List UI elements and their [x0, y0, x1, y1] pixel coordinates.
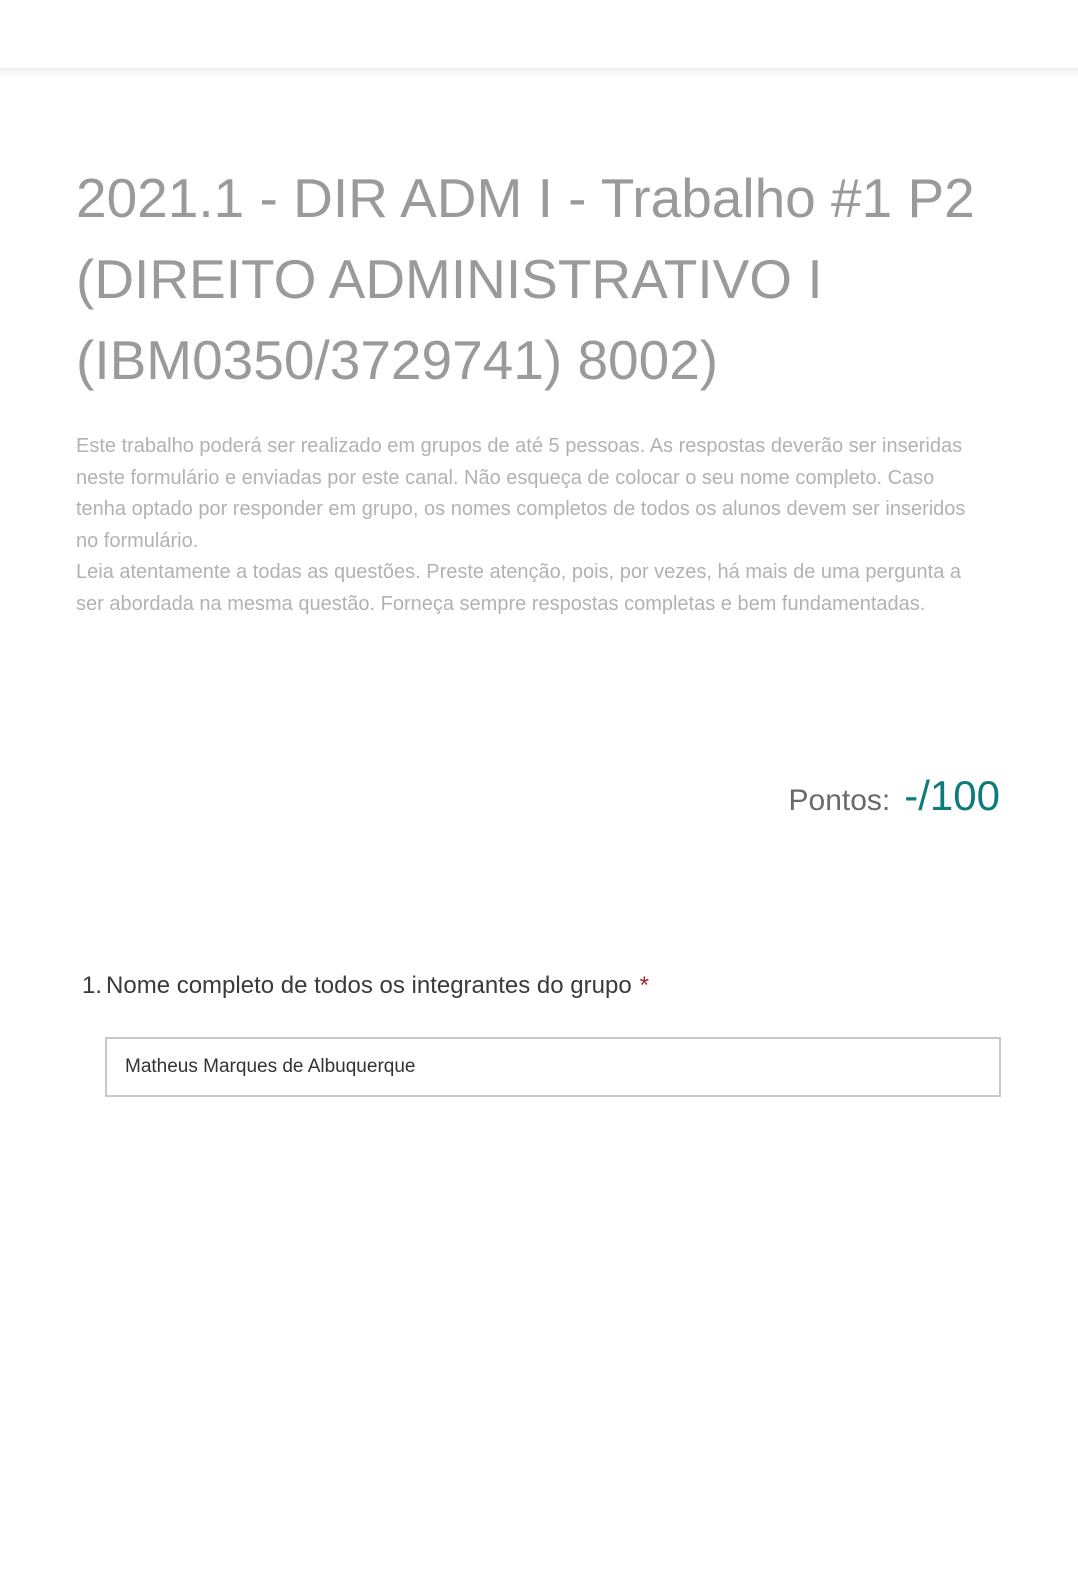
form-description — [76, 431, 981, 620]
points-value: -/100 — [904, 772, 1000, 819]
question-number: 1. — [82, 972, 103, 999]
points-display — [789, 772, 1000, 820]
description-paragraph: Leia atentamente a todas as questões. Preste atenção, pois, por vezes, há mais de uma pergunta a ser abordada na mesma questão. Forneça sempre respostas completas e bem fundamentadas. — [76, 561, 961, 615]
required-marker: * — [639, 972, 650, 999]
points-label: Pontos: — [788, 784, 891, 817]
answer-text-field[interactable] — [105, 1037, 1001, 1097]
form-title: 2021.1 - DIR ADM I - Trabalho #1 P2 (DIREITO ADMINISTRATIVO I (IBM0350/3729741) 8002) — [76, 167, 975, 391]
description-paragraph: Este trabalho poderá ser realizado em grupos de até 5 pessoas. As respostas deverão ser inseridas neste formulário e enviadas por este canal. Não esqueça de colocar o seu nome completo. Caso tenha optado por responder em grupo, os nomes completos de todos os alunos devem ser inseridos no formulário. — [76, 435, 966, 552]
answer-value: Matheus Marques de Albuquerque — [125, 1056, 416, 1077]
header-shadow — [0, 68, 1078, 78]
question-text: Nome completo de todos os integrantes do grupo — [106, 972, 632, 999]
question-1 — [82, 972, 1002, 1000]
